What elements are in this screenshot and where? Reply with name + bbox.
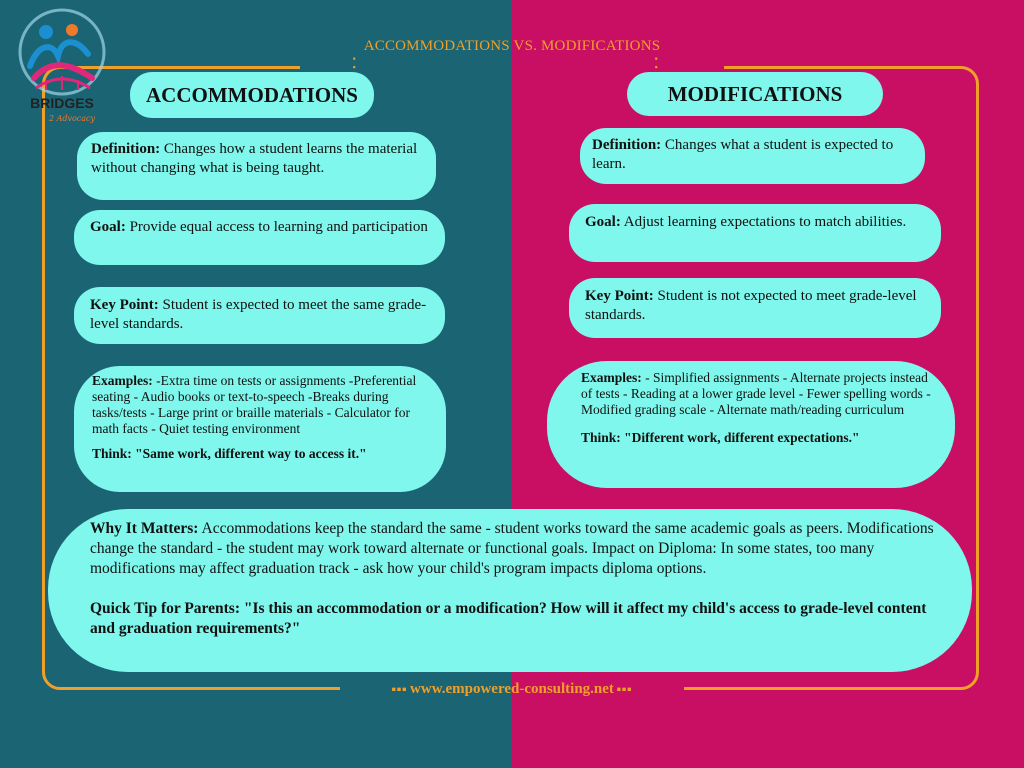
examples-label: Examples: xyxy=(581,370,642,385)
decorative-dots: ⁚ xyxy=(654,57,661,72)
decorative-dots: ■■■ xyxy=(613,685,633,694)
accommodations-examples xyxy=(74,366,446,492)
why-label: Why It Matters: xyxy=(90,520,199,537)
think-text: Think: "Different work, different expectations." xyxy=(581,430,860,445)
modifications-key-point xyxy=(569,278,941,338)
accommodations-key-point xyxy=(74,287,445,344)
page-title: ACCOMMODATIONS VS. MODIFICATIONS xyxy=(363,38,661,54)
examples-text: - Simplified assignments - Alternate projects instead of tests - Reading at a lower grade level - Fewer spelling words - Modified grading scale - Alternate math/reading curriculum xyxy=(581,370,931,417)
accommodations-definition xyxy=(77,132,436,200)
decorative-dots: ⁚ xyxy=(352,57,359,72)
footer-link[interactable]: www.empowered-consulting.net xyxy=(410,681,614,697)
decorative-dots: ■■■ xyxy=(391,685,411,694)
think-text: Think: "Same work, different way to access it." xyxy=(92,446,367,461)
definition-text: Changes how a student learns the material without changing what is being taught. xyxy=(91,141,418,176)
goal-text: Provide equal access to learning and participation xyxy=(125,219,428,235)
modifications-definition xyxy=(580,128,925,184)
keypoint-text: Student is expected to meet the same grade-level standards. xyxy=(90,297,427,332)
keypoint-text: Student is not expected to meet grade-level standards. xyxy=(585,288,917,323)
bridges-logo-icon xyxy=(6,8,118,126)
why-text: Accommodations keep the standard the same - student works toward the same academic goals as peers. Modifications change the standard - the student may work toward alternate or functional goals. Impact on Diploma: In some states, too many modifications may affect graduation track - ask how your child's program impacts diploma options. xyxy=(90,520,934,577)
frame-gap xyxy=(512,60,724,72)
footer xyxy=(0,681,1024,698)
keypoint-label: Key Point: xyxy=(585,288,654,304)
definition-label: Definition: xyxy=(592,137,662,153)
goal-text: Adjust learning expectations to match abilities. xyxy=(620,214,907,230)
goal-label: Goal: xyxy=(585,214,621,230)
why-it-matters xyxy=(48,509,972,672)
definition-label: Definition: xyxy=(91,141,161,157)
keypoint-label: Key Point: xyxy=(90,297,159,313)
frame-gap xyxy=(300,60,512,72)
examples-text: -Extra time on tests or assignments -Preferential seating - Audio books or text-to-speech -Breaks during tasks/tests - Large print or braille materials - Calculator for math facts - Quiet testing environment xyxy=(92,373,417,436)
goal-label: Goal: xyxy=(90,219,126,235)
modifications-goal xyxy=(569,204,941,262)
accommodations-heading: ACCOMMODATIONS xyxy=(130,72,374,118)
modifications-examples xyxy=(547,361,955,488)
modifications-heading: MODIFICATIONS xyxy=(627,72,883,116)
parent-tip: Quick Tip for Parents: "Is this an accommodation or a modification? How will it affect my child's access to grade-level content and graduation requirements?" xyxy=(90,600,927,637)
accommodations-goal xyxy=(74,210,445,265)
examples-label: Examples: xyxy=(92,373,153,388)
definition-text: Changes what a student is expected to learn. xyxy=(592,137,894,172)
logo-name: BRIDGES xyxy=(30,95,94,111)
logo-tagline: 2 Advocacy xyxy=(48,114,96,123)
